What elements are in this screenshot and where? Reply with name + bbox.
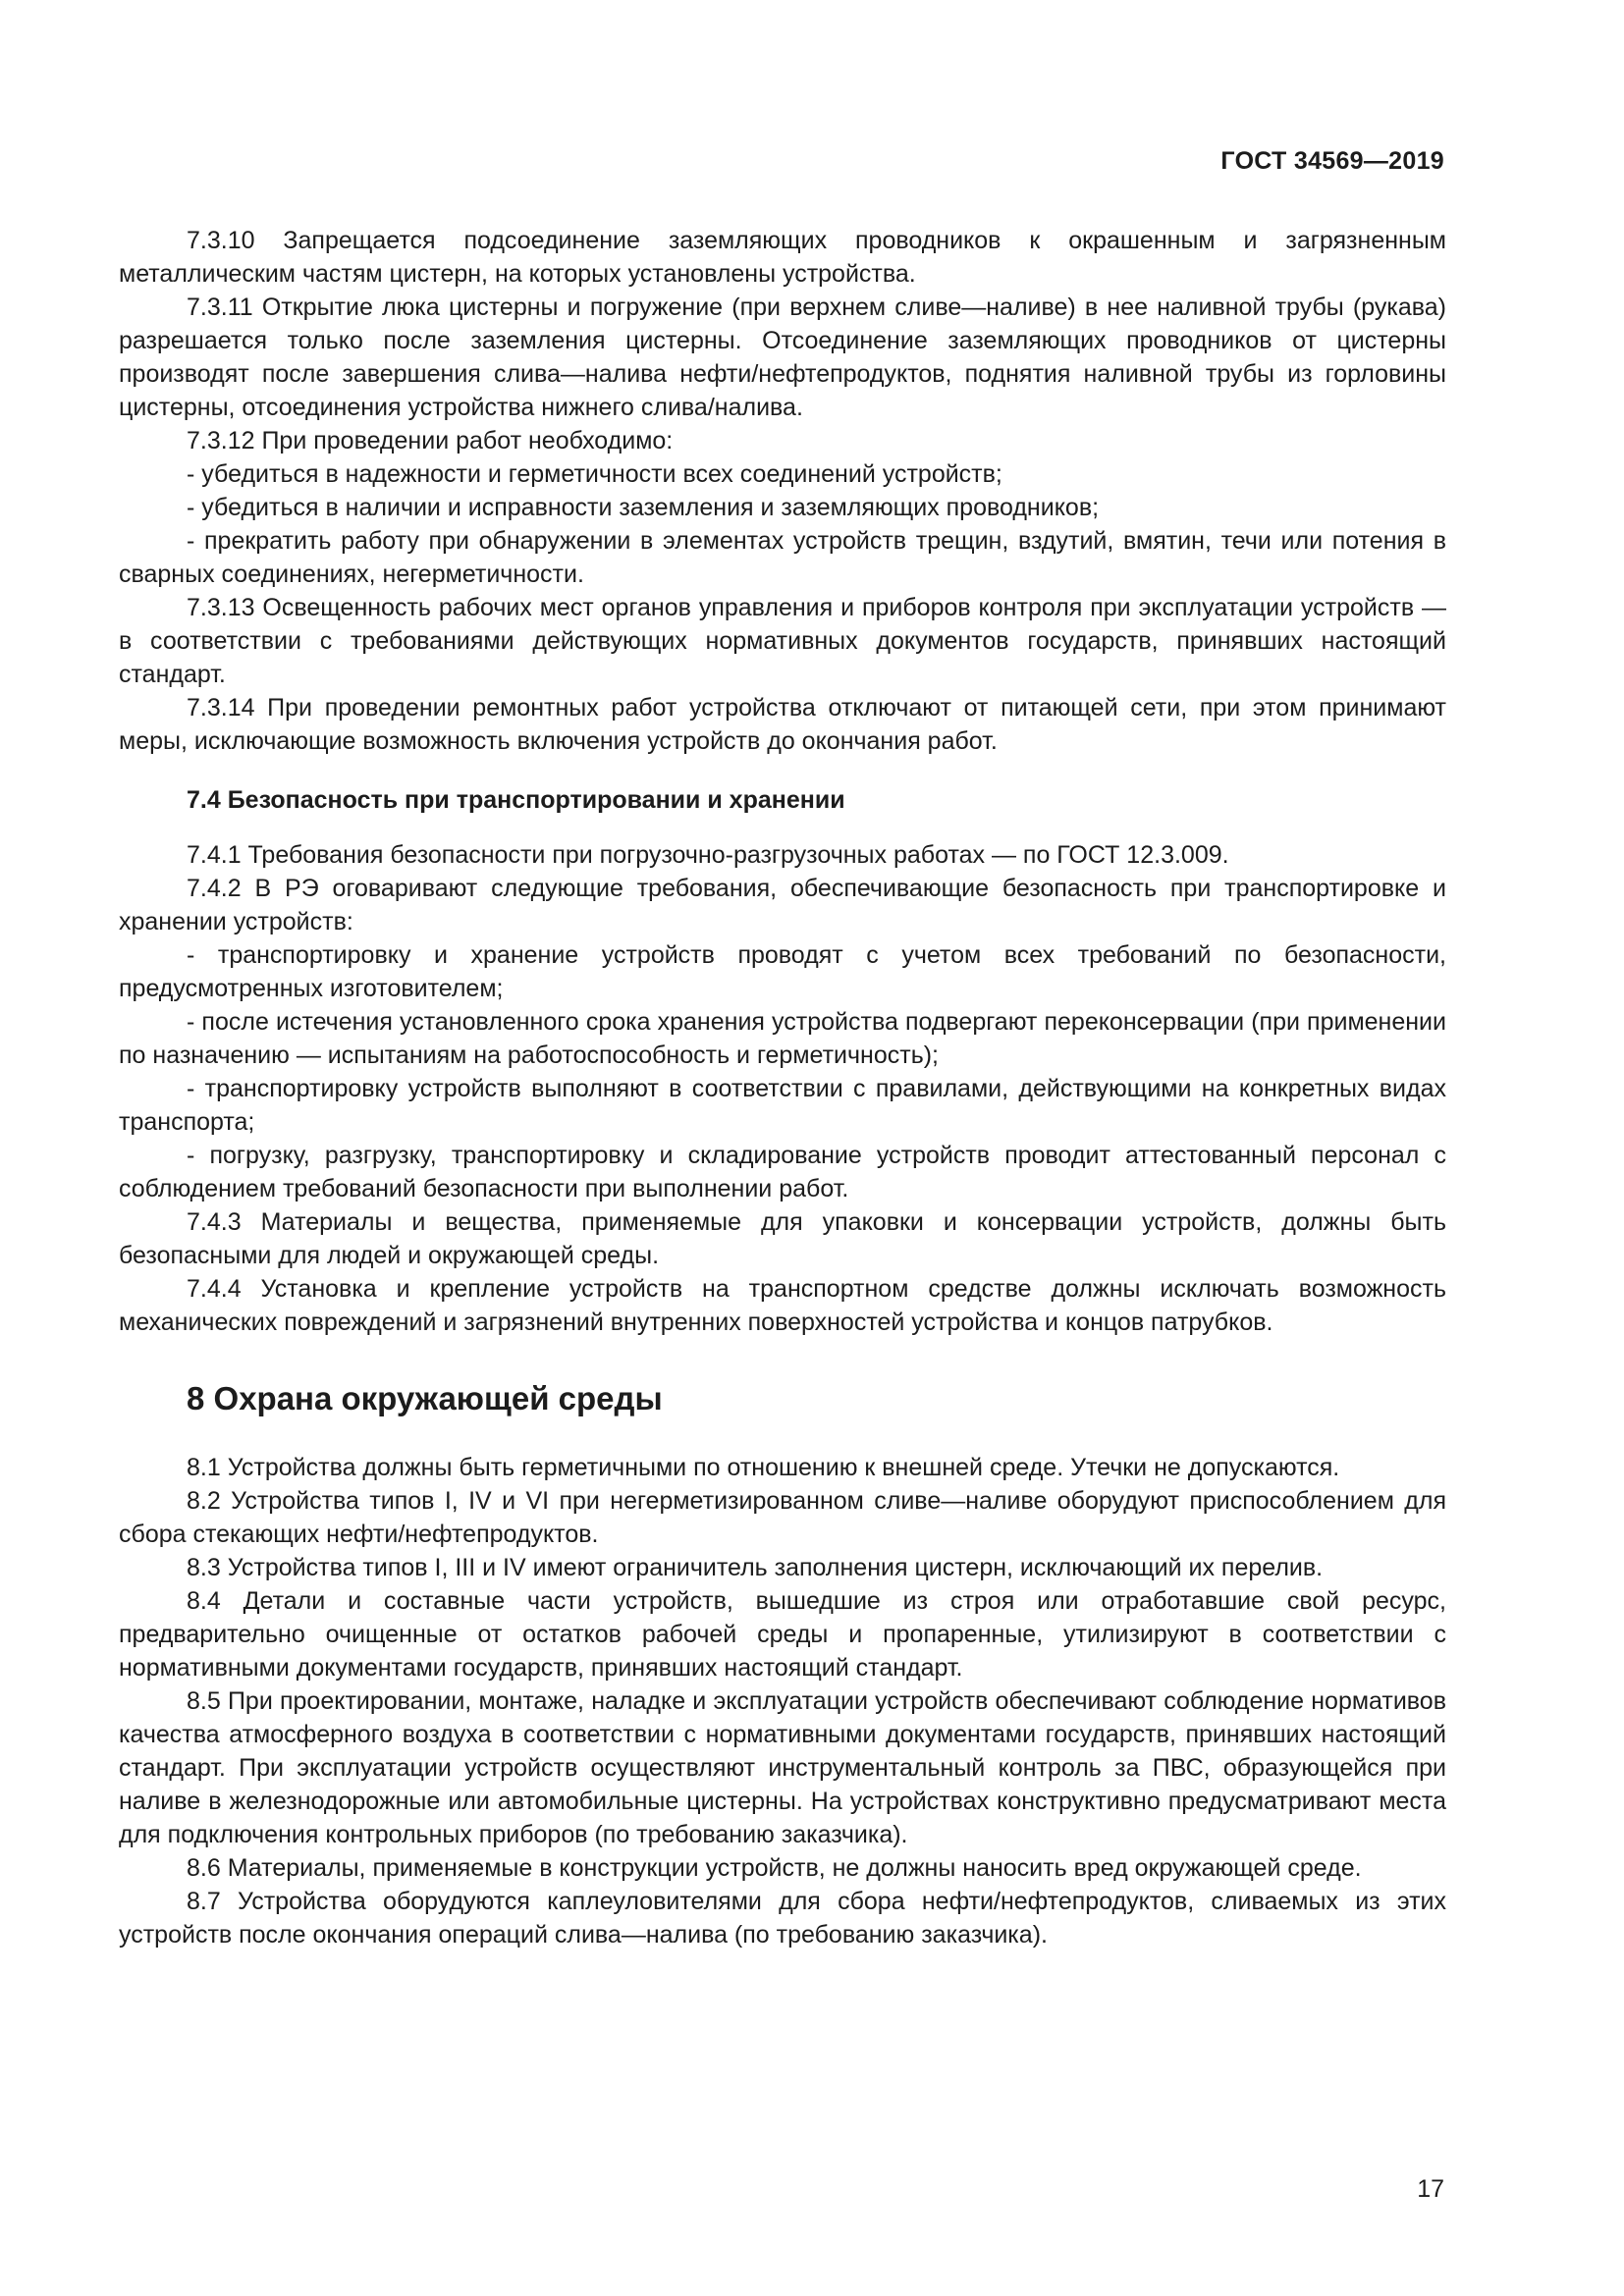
paragraph-8-7: 8.7 Устройства оборудуются каплеуловителями для сбора нефти/нефтепродуктов, сливаемых из этих устройств после окончания операций слива—налива (по требованию заказчика).: [119, 1888, 1446, 1949]
paragraph-7-3-10: 7.3.10 Запрещается подсоединение заземляющих проводников к окрашенным и загрязненным металлическим частям цистерн, на которых установлены устройства.: [119, 227, 1446, 288]
paragraph-8-6: 8.6 Материалы, применяемые в конструкции устройств, не должны наносить вред окружающей среде.: [187, 1854, 1362, 1882]
section-heading-8: 8 Охрана окружающей среды: [187, 1380, 663, 1416]
paragraph-8-3: 8.3 Устройства типов I, III и IV имеют ограничитель заполнения цистерн, исключающий их перелив.: [187, 1554, 1324, 1581]
list-item: - убедиться в надежности и герметичности всех соединений устройств;: [187, 460, 1002, 488]
list-item: - транспортировку и хранение устройств проводят с учетом всех требований по безопасности, предусмотренных изготовителем;: [119, 941, 1446, 1002]
list-item: - транспортировку устройств выполняют в соответствии с правилами, действующими на конкретных видах транспорта;: [119, 1075, 1446, 1136]
paragraph-7-4-4: 7.4.4 Установка и крепление устройств на транспортном средстве должны исключать возможность механических повреждений и загрязнений внутренних поверхностей устройства и концов патрубков.: [119, 1275, 1446, 1336]
list-item: - после истечения установленного срока хранения устройства подвергают переконсервации (при применении по назначению — испытаниям на работоспособность и герметичность);: [119, 1008, 1446, 1069]
list-item: - прекратить работу при обнаружении в элементах устройств трещин, вздутий, вмятин, течи или потения в сварных соединениях, негерметичности.: [119, 527, 1446, 588]
paragraph-8-5: 8.5 При проектировании, монтаже, наладке и эксплуатации устройств обеспечивают соблюдение нормативов качества атмосферного воздуха в соответствии с нормативными документами государств, принявших настоящий стандарт. При эксплуатации устройств осуществляют инструментальный контроль за ПВС, образующейся при наливе в железнодорожные или автомобильные цистерны. На устройствах конструктивно предусматривают места для подключения контрольных приборов (по требованию заказчика).: [119, 1687, 1446, 1848]
subsection-heading-7-4: 7.4 Безопасность при транспортировании и хранении: [187, 786, 845, 814]
paragraph-7-4-2: 7.4.2 В РЭ оговаривают следующие требования, обеспечивающие безопасность при транспортировке и хранении устройств:: [119, 875, 1446, 935]
paragraph-8-1: 8.1 Устройства должны быть герметичными по отношению к внешней среде. Утечки не допускаются.: [187, 1454, 1340, 1481]
paragraph-8-4: 8.4 Детали и составные части устройств, вышедшие из строя или отработавшие свой ресурс, предварительно очищенные от остатков рабочей среды и пропаренные, утилизируют в соответствии с нормативными документами государств, принявших настоящий стандарт.: [119, 1587, 1446, 1682]
page-number: 17: [1417, 2175, 1444, 2203]
paragraph-7-3-12: 7.3.12 При проведении работ необходимо:: [187, 427, 674, 454]
paragraph-7-3-14: 7.3.14 При проведении ремонтных работ устройства отключают от питающей сети, при этом принимают меры, исключающие возможность включения устройств до окончания работ.: [119, 694, 1446, 755]
paragraph-7-3-13: 7.3.13 Освещенность рабочих мест органов управления и приборов контроля при эксплуатации устройств — в соответствии с требованиями действующих нормативных документов государств, принявших настоящий стандарт.: [119, 594, 1446, 688]
list-item: - убедиться в наличии и исправности заземления и заземляющих проводников;: [187, 494, 1100, 521]
document-code: ГОСТ 34569—2019: [1220, 147, 1444, 175]
paragraph-8-2: 8.2 Устройства типов I, IV и VI при негерметизированном сливе—наливе оборудуют приспособлением для сбора стекающих нефти/нефтепродуктов.: [119, 1487, 1446, 1548]
list-item: - погрузку, разгрузку, транспортировку и складирование устройств проводит аттестованный персонал с соблюдением требований безопасности при выполнении работ.: [119, 1142, 1446, 1202]
paragraph-7-3-11: 7.3.11 Открытие люка цистерны и погружение (при верхнем сливе—наливе) в нее наливной трубы (рукава) разрешается только после заземления цистерны. Отсоединение заземляющих проводников от цистерны производят после завершения слива—налива нефти/нефтепродуктов, поднятия наливной трубы из горловины цистерны, отсоединения устройства нижнего слива/налива.: [119, 294, 1446, 421]
page-content: [119, 224, 1446, 1951]
paragraph-7-4-1: 7.4.1 Требования безопасности при погрузочно-разгрузочных работах — по ГОСТ 12.3.009.: [187, 841, 1229, 869]
paragraph-7-4-3: 7.4.3 Материалы и вещества, применяемые для упаковки и консервации устройств, должны быть безопасными для людей и окружающей среды.: [119, 1208, 1446, 1269]
